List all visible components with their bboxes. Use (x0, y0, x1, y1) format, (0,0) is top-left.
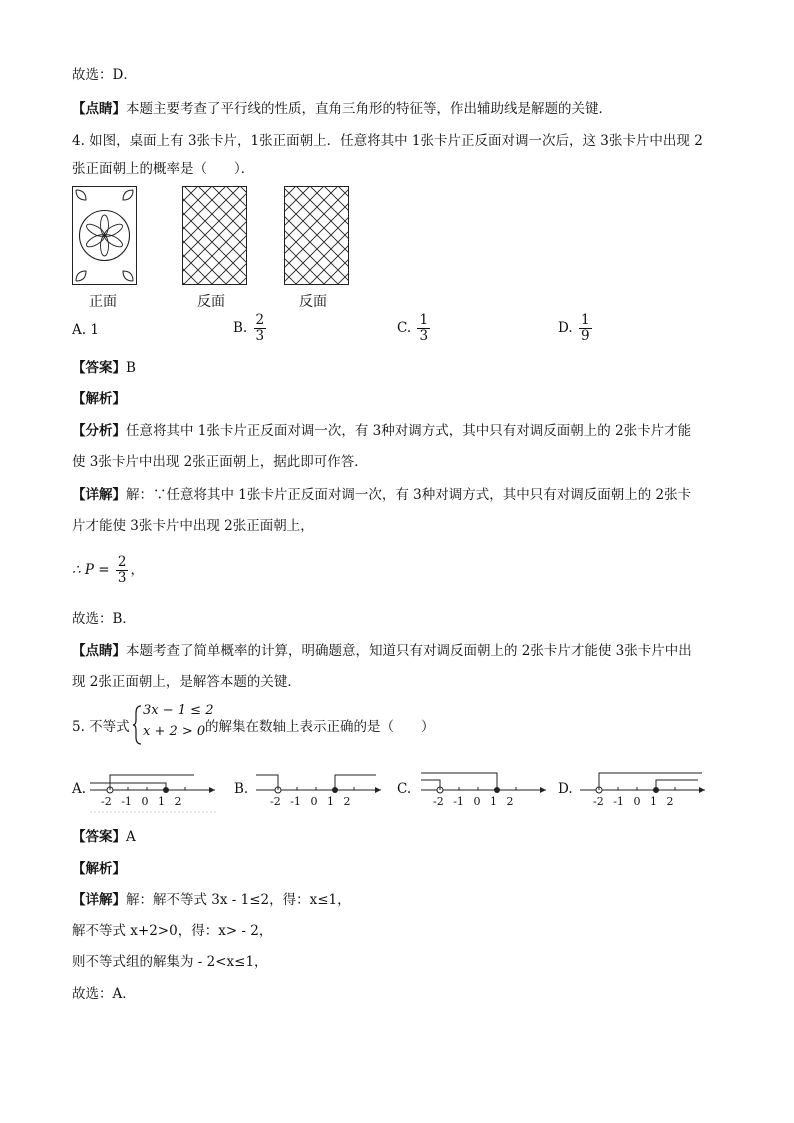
system-equation-1: 3x − 1 ≤ 2 (143, 703, 214, 718)
q5-option-c-label: C. (397, 781, 412, 797)
option-a: A. 1 (72, 322, 99, 338)
number-line-d-ticks: -2 -1 0 1 2 (593, 795, 674, 808)
detail-paragraph-line2: 片才能使 3张卡片中出现 2张正面朝上， (72, 518, 314, 534)
question-5-suffix: 的解集在数轴上表示正确的是（ ） (205, 719, 435, 735)
probability-formula (72, 555, 144, 586)
answer-tag: 【答案】 (72, 360, 126, 376)
cards-figure (72, 186, 372, 296)
option-c-fraction: $\frac{1}{3}$ (419, 312, 429, 344)
analysis-text: 任意将其中 1张卡片正反面对调一次，有 3种对调方式，其中只有对调反面朝上的 2张卡片才能 (126, 423, 692, 439)
remark-tag-q4: 【点睛】 (72, 643, 126, 659)
analysis-tag-q5: 【解析】 (72, 861, 126, 877)
answer-choice-d: 故选：D． (72, 67, 137, 83)
detail-q5-line1 (72, 891, 351, 909)
detail-q5-line2: 解不等式 x+2>0，得：x> - 2， (72, 923, 273, 939)
answer-line-q5 (72, 828, 136, 846)
option-c (397, 313, 432, 344)
remark-tag: 【点睛】 (72, 101, 126, 117)
question-5-prefix: 5. 不等式 (72, 719, 130, 735)
remark-text-q4: 本题考查了简单概率的计算，明确题意，知道只有对调反面朝上的 2张卡片才能使 3张卡片中出 (126, 643, 692, 659)
detail-tag-q5: 【详解】 (72, 892, 126, 908)
system-brace (133, 705, 143, 745)
number-line-a-ticks: -2 -1 0 1 2 (101, 795, 182, 808)
question-4-text-line2: 张正面朝上的概率是（ ）． (72, 161, 255, 177)
detail-tag: 【详解】 (72, 487, 126, 503)
option-b-label: B. (233, 320, 248, 336)
option-d (558, 313, 594, 344)
probability-suffix: ， (130, 562, 144, 578)
detail-text: 解：∵任意将其中 1张卡片正反面对调一次，有 3种对调方式，其中只有对调反面朝上的 2张卡 (126, 487, 692, 503)
card-label-back-1: 反面 (197, 294, 225, 310)
card-back-2 (285, 187, 349, 285)
q5-option-b-label: B. (234, 781, 249, 797)
remark-paragraph-3 (72, 100, 612, 118)
probability-fraction: $\frac{2}{3}$ (117, 554, 127, 586)
remark-text: 本题主要考查了平行线的性质，直角三角形的特征等，作出辅助线是解题的关键． (126, 101, 612, 117)
option-d-label: D. (558, 320, 573, 336)
remark-paragraph-q4-line2: 现 2张正面朝上，是解答本题的关键． (72, 674, 301, 690)
detail-q5-line4: 故选：A． (72, 986, 136, 1002)
answer-line-q4 (72, 359, 136, 377)
option-c-label: C. (397, 320, 412, 336)
question-4-text-line1: 4. 如图，桌面上有 3张卡片，1张正面朝上．任意将其中 1张卡片正反面对调一次后，这 3张卡片中出现 2 (72, 133, 703, 149)
q5-option-d-label: D. (558, 781, 573, 797)
analysis-sub-tag: 【分析】 (72, 423, 126, 439)
card-back-1 (183, 187, 247, 285)
remark-paragraph-q4-line1 (72, 642, 692, 660)
choose-b-line: 故选：B． (72, 611, 136, 627)
system-equation-2: x + 2 > 0 (143, 724, 206, 739)
answer-tag-q5: 【答案】 (72, 829, 126, 845)
option-b-fraction: $\frac{2}{3}$ (255, 312, 265, 344)
detail-q5-line3: 则不等式组的解集为 - 2<x≤1， (72, 954, 268, 970)
detail-paragraph-line1 (72, 486, 691, 504)
number-line-c-ticks: -2 -1 0 1 2 (433, 795, 514, 808)
card-front (73, 187, 137, 285)
card-label-back-2: 反面 (299, 294, 327, 310)
analysis-paragraph-line1 (72, 422, 691, 440)
answer-value-q5: A (126, 829, 136, 845)
analysis-paragraph-line2: 使 3张卡片中出现 2张正面朝上，据此即可作答． (72, 454, 368, 470)
option-b (233, 313, 268, 344)
q5-option-a-label: A. (72, 781, 87, 797)
detail-text-q5: 解：解不等式 3x - 1≤2，得：x≤1， (126, 892, 351, 908)
option-d-fraction: $\frac{1}{9}$ (580, 312, 590, 344)
number-line-b-ticks: -2 -1 0 1 2 (270, 795, 351, 808)
answer-value: B (126, 360, 136, 376)
card-label-front: 正面 (89, 294, 117, 310)
analysis-tag-q4: 【解析】 (72, 391, 126, 407)
probability-prefix: ∴ P = (72, 562, 110, 578)
